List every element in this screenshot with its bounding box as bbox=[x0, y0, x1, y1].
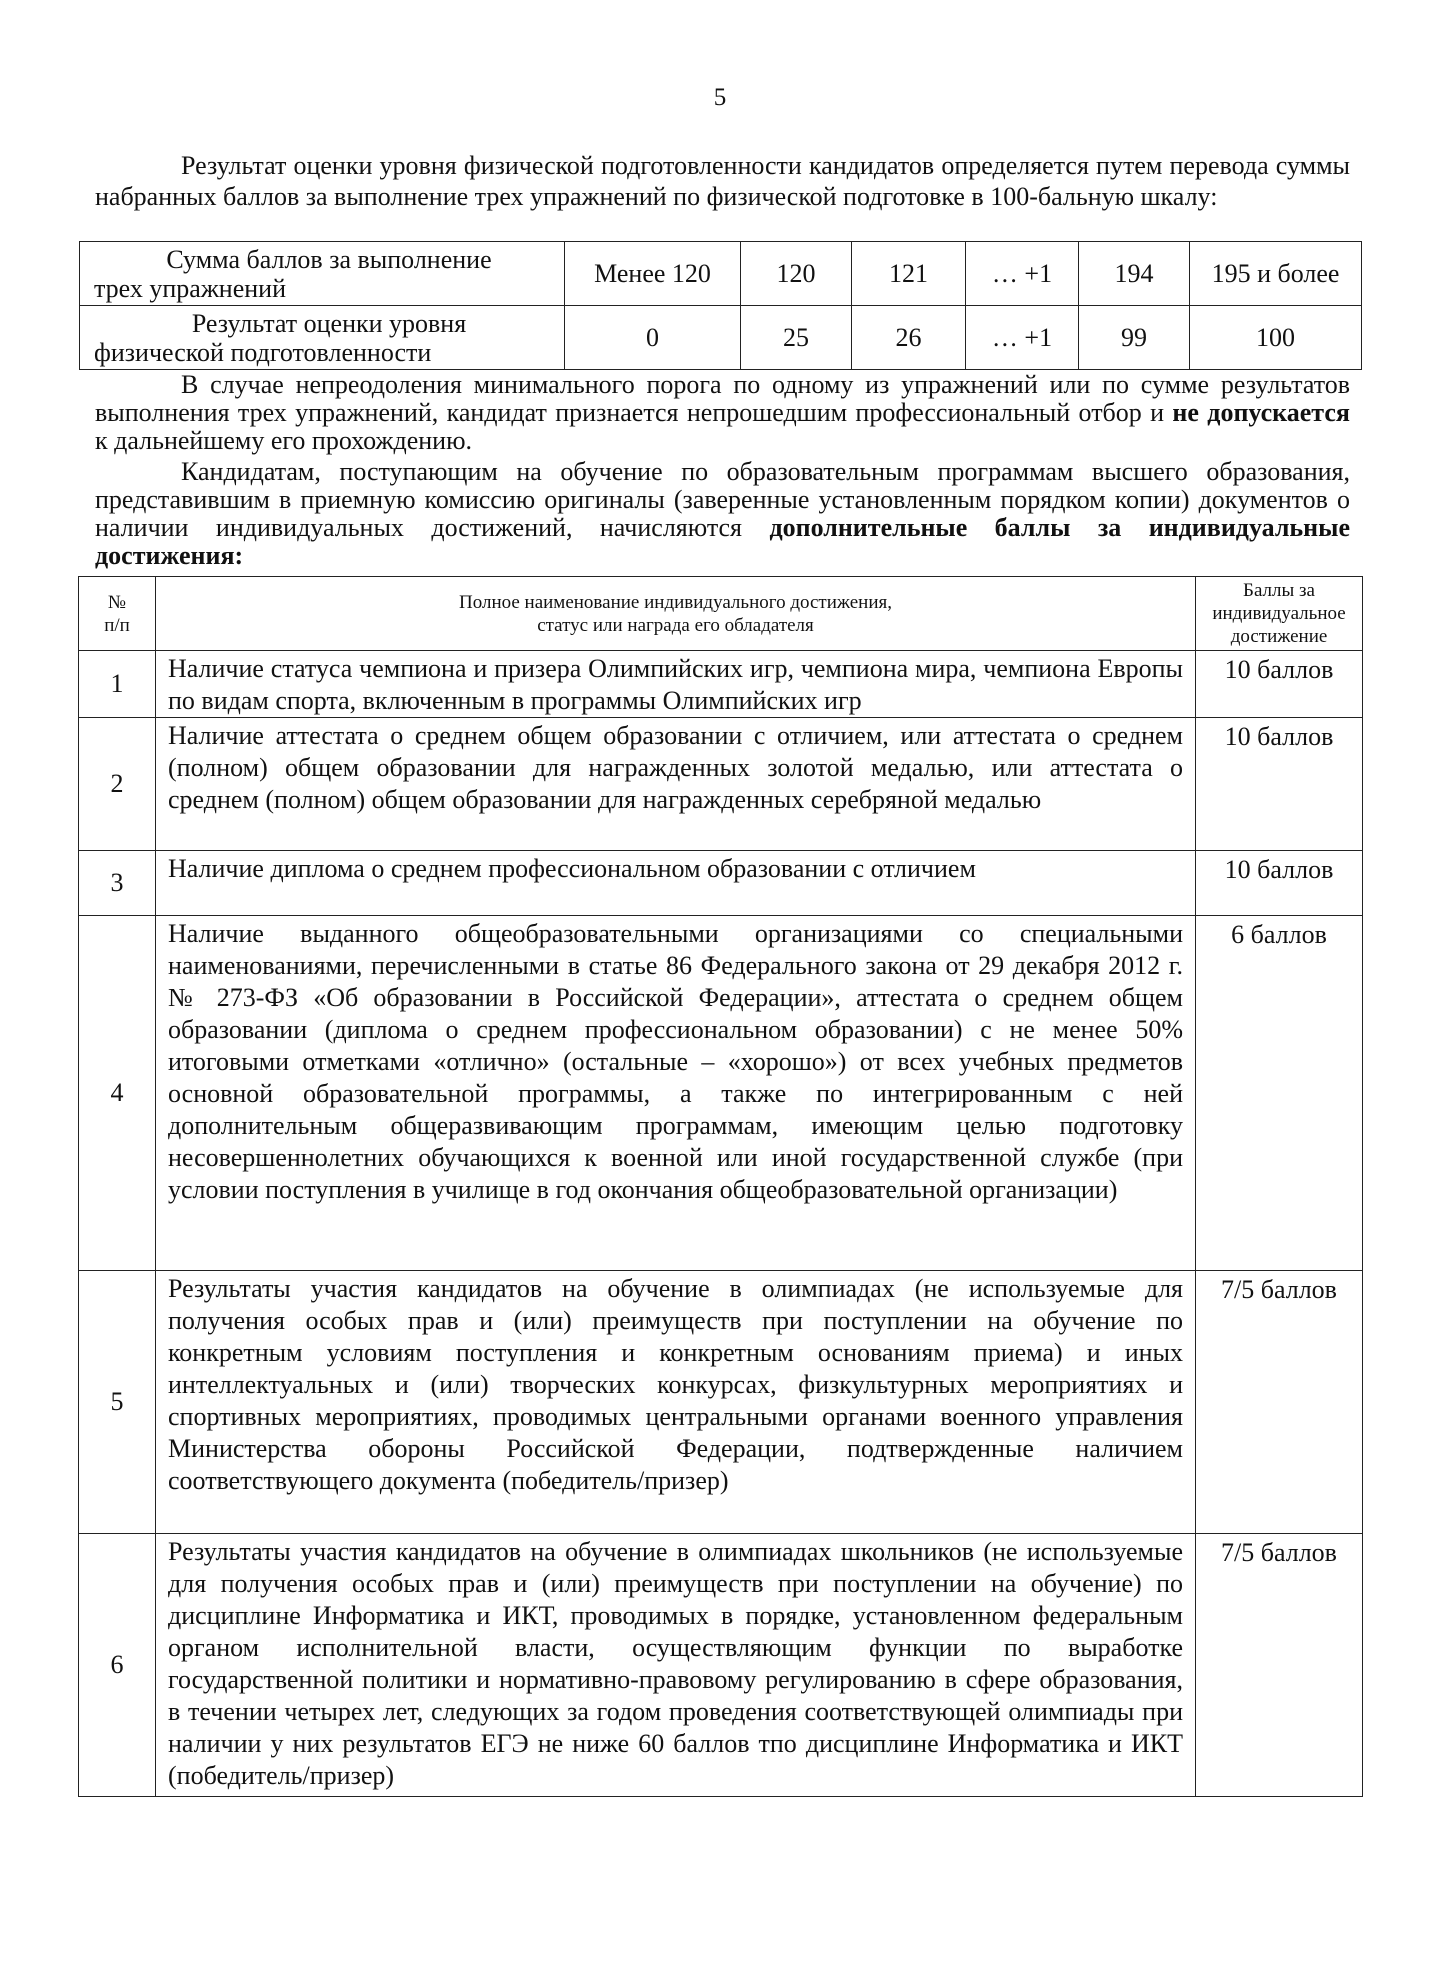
row-number: 1 bbox=[79, 651, 156, 718]
failure-paragraph bbox=[95, 371, 1350, 455]
row-number: 5 bbox=[79, 1271, 156, 1534]
table-cell: 25 bbox=[741, 306, 852, 370]
table-cell: 0 bbox=[565, 306, 741, 370]
table-row bbox=[79, 651, 1363, 718]
row-label bbox=[80, 306, 565, 370]
row-description: Результаты участия кандидатов на обучение в олимпиадах (не используемые для получения особых прав и (или) преимуществ при поступлении на обучение по конкретным условиям поступления и конкретным основаниям приема) и иных интеллектуальных и (или) творческих конкурсах, физкультурных мероприятиях и спортивных мероприятиях, проводимых центральными органами военного управления Министерства обороны Российской Федерации, подтвержденные наличием соответствующего документа (победитель/призер) bbox=[156, 1271, 1196, 1534]
paragraph-text: В случае непреодоления минимального порога по одному из упражнений или по сумме результатов выполнения трех упражнений, кандидат признается непрошедшим профессиональный отбор и bbox=[95, 370, 1350, 427]
row-label-line: Сумма баллов за выполнение bbox=[166, 244, 492, 274]
header-line: индивидуальное bbox=[1212, 603, 1346, 624]
table-cell: 26 bbox=[852, 306, 966, 370]
row-points: 10 баллов bbox=[1196, 651, 1363, 718]
paragraph-bold-text: не допускается bbox=[1172, 398, 1350, 427]
table-row bbox=[79, 1271, 1363, 1534]
table-header-row bbox=[79, 577, 1363, 651]
header-line: статус или награда его обладателя bbox=[537, 614, 814, 636]
table-row bbox=[80, 242, 1362, 306]
table-cell: 120 bbox=[741, 242, 852, 306]
table-cell: … +1 bbox=[966, 306, 1079, 370]
header-line: достижение bbox=[1230, 626, 1328, 647]
row-points: 10 баллов bbox=[1196, 718, 1363, 851]
row-description: Наличие аттестата о среднем общем образовании с отличием, или аттестата о среднем (полном) общем образовании для награжденных золотой медалью, или аттестата о среднем (полном) общем образовании для награжденных серебряной медалью bbox=[156, 718, 1196, 851]
row-description: Наличие статуса чемпиона и призера Олимпийских игр, чемпиона мира, чемпиона Европы по видам спорта, включенным в программы Олимпийских игр bbox=[156, 651, 1196, 718]
scores-conversion-table bbox=[79, 241, 1362, 370]
table-row bbox=[79, 851, 1363, 916]
table-cell: 121 bbox=[852, 242, 966, 306]
table-cell: Менее 120 bbox=[565, 242, 741, 306]
row-description: Наличие выданного общеобразовательными организациями со специальными наименованиями, перечисленными в статье 86 Федерального закона от 29 декабря 2012 г. № 273-ФЗ «Об образовании в Российской Федерации», аттестата о среднем общем образовании (диплома о среднем профессиональном образовании) с не менее 50% итоговыми отметками «отлично» (остальные – «хорошо») от всех учебных предметов основной образовательной программы, а также по интегрированным с ней дополнительным общеразвивающим программам, имеющим целью подготовку несовершеннолетних обучающихся к военной или иной государственной службе (при условии поступления в училище в год окончания общеобразовательной организации) bbox=[156, 916, 1196, 1271]
row-label-line: Результат оценки уровня bbox=[191, 308, 467, 338]
paragraph-text: к дальнейшему его прохождению. bbox=[95, 426, 473, 455]
header-line: Полное наименование индивидуального достижения, bbox=[459, 591, 892, 613]
row-points: 7/5 баллов bbox=[1196, 1534, 1363, 1797]
header-line: № bbox=[107, 591, 127, 613]
table-cell: 99 bbox=[1079, 306, 1190, 370]
paragraph-bold-text: дополнительные баллы за индивидуальные достижения: bbox=[95, 513, 1350, 570]
row-description: Наличие диплома о среднем профессиональном образовании с отличием bbox=[156, 851, 1196, 916]
table-cell: 194 bbox=[1079, 242, 1190, 306]
row-label-line: трех упражнений bbox=[94, 273, 286, 303]
header-line: Баллы за bbox=[1243, 580, 1315, 601]
header-num bbox=[79, 577, 156, 651]
row-number: 2 bbox=[79, 718, 156, 851]
row-points: 6 баллов bbox=[1196, 916, 1363, 1271]
row-label-line: физической подготовленности bbox=[94, 337, 432, 367]
table-row bbox=[79, 916, 1363, 1271]
table-row bbox=[80, 306, 1362, 370]
paragraph-text: Кандидатам, поступающим на обучение по образовательным программам высшего образования, представившим в приемную комиссию оригиналы (заверенные установленным порядком копии) документов о наличии индивидуальных достижений, начисляются bbox=[95, 457, 1350, 542]
page-number: 5 bbox=[713, 84, 727, 111]
table-row bbox=[79, 718, 1363, 851]
achievements-table bbox=[78, 576, 1363, 1797]
header-points bbox=[1196, 577, 1363, 651]
table-cell: 195 и более bbox=[1190, 242, 1362, 306]
header-line: п/п bbox=[104, 614, 130, 636]
table-cell: … +1 bbox=[966, 242, 1079, 306]
intro-paragraph: Результат оценки уровня физической подготовленности кандидатов определяется путем перевода суммы набранных баллов за выполнение трех упражнений по физической подготовке в 100-бальную шкалу: bbox=[95, 151, 1350, 211]
table-row bbox=[79, 1534, 1363, 1797]
row-points: 10 баллов bbox=[1196, 851, 1363, 916]
table-cell: 100 bbox=[1190, 306, 1362, 370]
row-number: 6 bbox=[79, 1534, 156, 1797]
row-points: 7/5 баллов bbox=[1196, 1271, 1363, 1534]
header-name bbox=[156, 577, 1196, 651]
achievements-paragraph bbox=[95, 458, 1350, 570]
row-label bbox=[80, 242, 565, 306]
row-description: Результаты участия кандидатов на обучение в олимпиадах школьников (не используемые для получения особых прав и (или) преимуществ при поступлении на обучение) по дисциплине Информатика и ИКТ, проводимых в порядке, установленном федеральным органом исполнительной власти, осуществляющим функции по выработке государственной политики и нормативно-правовому регулированию в сфере образования, в течении четырех лет, следующих за годом проведения соответствующей олимпиады при наличии у них результатов ЕГЭ не ниже 60 баллов тпо дисциплине Информатика и ИКТ (победитель/призер) bbox=[156, 1534, 1196, 1797]
row-number: 4 bbox=[79, 916, 156, 1271]
row-number: 3 bbox=[79, 851, 156, 916]
